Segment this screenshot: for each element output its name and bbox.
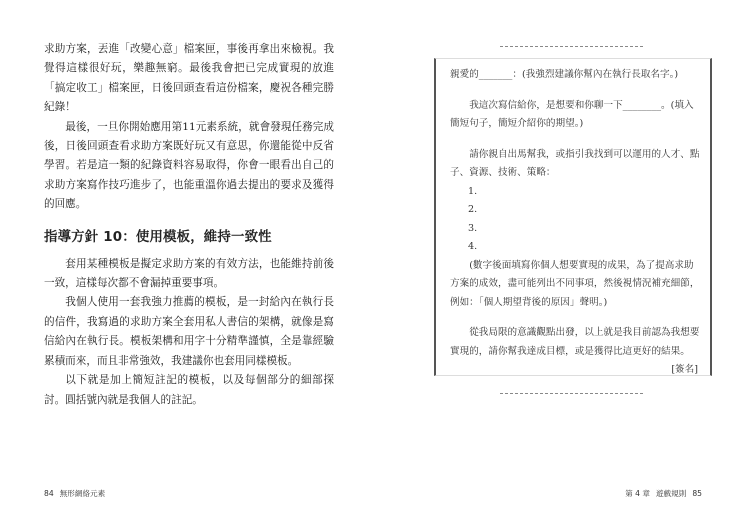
running-title: 無形網絡元素 [59,489,106,498]
paragraph: 最後，一旦你開始應用第11元素系統，就會發現任務完成後，日後回頭查看求助方案既好玩又有意思，你還能從中反省學習。若是這一類的紀錄資料容易取得，你會一眼看出自己的求助方案寫作技巧進步了，也能重溫你過去提出的要求及獲得的回應。 [44,120,334,211]
chapter-label: 第 4 章 [625,489,650,498]
template-signature: [簽名] [671,364,698,375]
right-folio [625,488,708,499]
bottom-dashed-divider [500,393,643,394]
template-greeting: 親愛的_______：(我強烈建議你幫內在執行長取名字。) [450,69,679,80]
template-closing: 從我局限的意識觀點出發，以上就是我目前認為我想要實現的，請你幫我達成目標，或是獲得比這更好的結果。 [450,327,700,357]
list-item: 3. [468,222,478,234]
top-dashed-divider [500,46,643,47]
letter-template-box [434,58,712,376]
list-item: 2. [468,204,478,215]
list-item: 4. [468,241,478,252]
left-page-body [44,40,334,410]
paragraph: 我個人使用一套我強力推薦的模板，是一封給內在執行長的信件，我寫過的求助方案全套用私人書信的架構，就像是寫信給內在執行長。模板架構和用字十分精準謹慎，全是靠經驗累積而來，而且非常強效，我建議你也套用同樣模板。 [44,296,334,367]
paragraph: 求助方案，丟進「改變心意」檔案匣，事後再拿出來檢視。我覺得這樣很好玩，樂趣無窮。最後我會把已完成實現的放進「搞定收工」檔案匣，日後回頭查看這份檔案，慶祝各種完勝紀錄！ [44,43,334,114]
template-request: 請你親自出馬幫我，或指引我找到可以運用的人才、點子、資源、技術、策略： [450,148,700,178]
paragraph: 套用某種模板是擬定求助方案的有效方法，也能維持前後一致，這樣每次都不會漏掉重要事項。 [44,257,334,290]
list-item: 1. [468,185,478,197]
page-number: 84 [44,489,54,498]
running-title: 遊戲規則 [655,489,687,498]
paragraph: 以下就是加上簡短註記的模板，以及每個部分的細部探討。圓括號內就是我個人的註記。 [44,374,334,406]
template-note: (數字後面填寫你個人想要實現的成果，為了提高求助方案的成效，盡可能列出不同事項，然後視情況補充細節，例如：「個人期望背後的原因」聲明。) [450,259,700,308]
section-heading: 指導方針 10：使用模板，維持一致性 [44,229,272,245]
page-number: 85 [692,489,702,498]
template-intro: 我這次寫信給你，是想要和你聊一下________。(填入簡短句子，簡短介紹你的期望。) [450,99,694,129]
template-list [450,183,700,257]
left-folio [44,488,111,499]
